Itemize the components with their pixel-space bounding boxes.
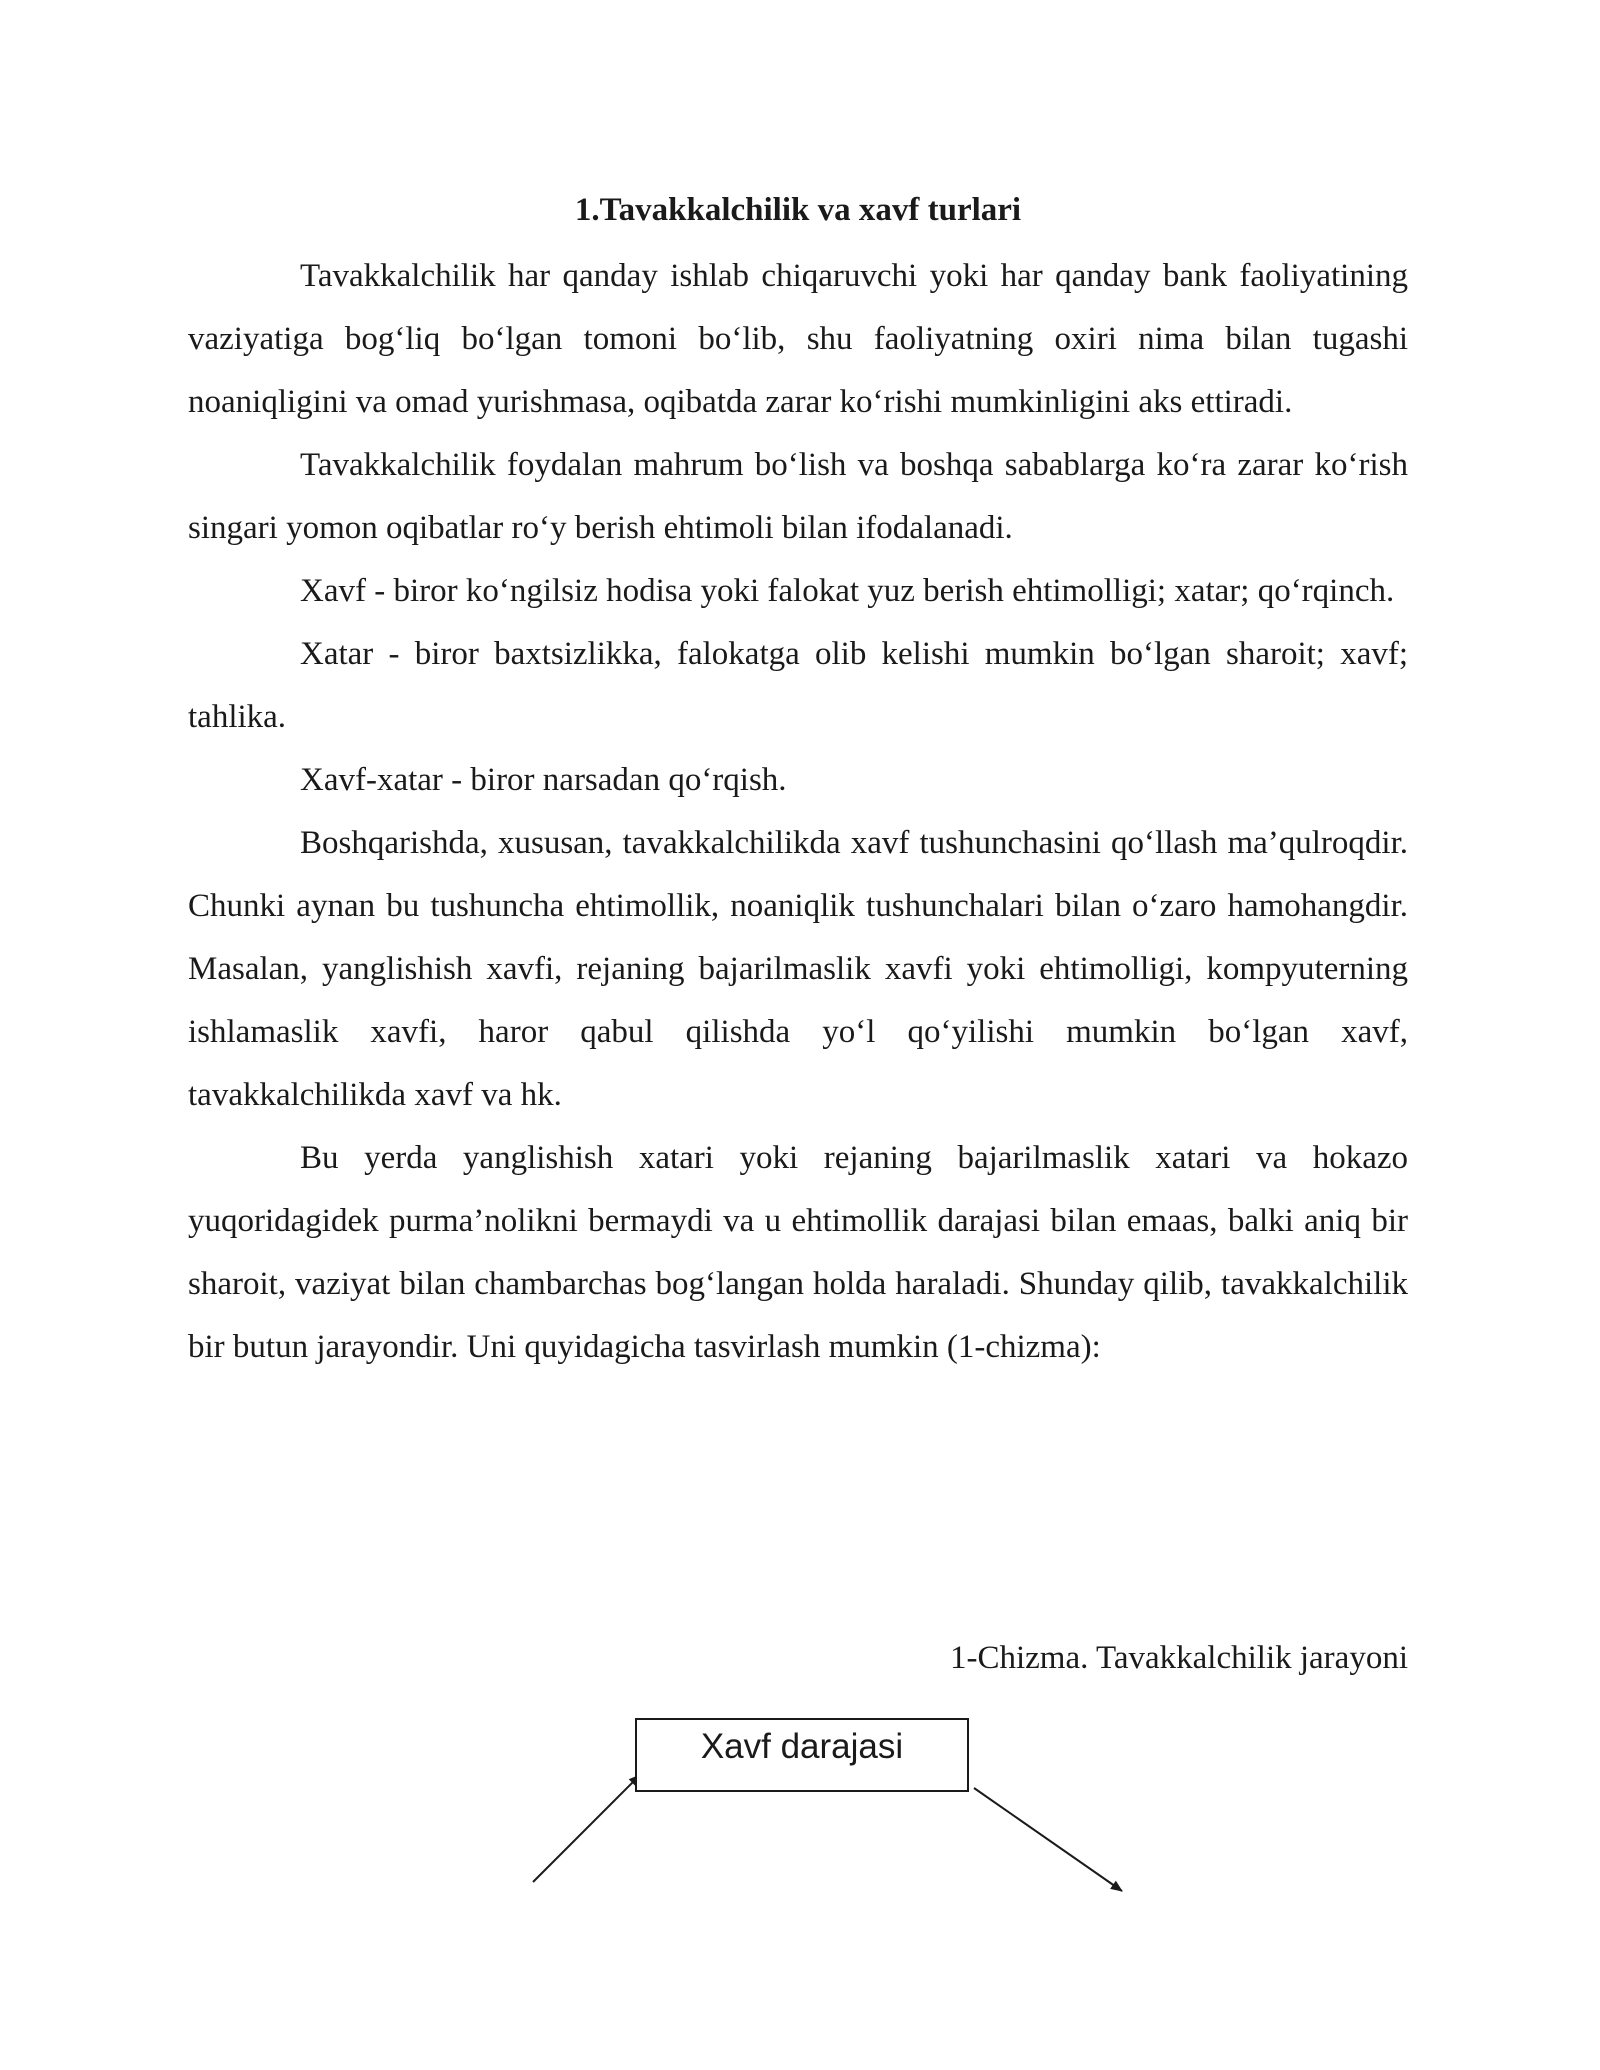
paragraph-2: Tavakkalchilik foydalan mahrum bo‘lish va boshqa sabablarga ko‘ra zarar ko‘rish singari yomon oqibatlar ro‘y berish ehtimoli bilan ifodalanadi. — [188, 447, 1408, 546]
risk-level-box — [635, 1718, 969, 1792]
body-text — [188, 245, 1408, 1379]
paragraph-3: Xavf - biror ko‘ngilsiz hodisa yoki falokat yuz berish ehtimolligi; xatar; qo‘rqinch. — [300, 573, 1395, 609]
outgoing-arrow — [974, 1788, 1122, 1891]
paragraph-4: Xatar - biror baxtsizlikka, falokatga olib kelishi mumkin bo‘lgan sharoit; xavf; tahlika. — [188, 636, 1408, 735]
paragraph-7: Bu yerda yanglishish xatari yoki rejaning bajarilmaslik xatari va hokazo yuqoridagidek purma’nolikni bermaydi va u ehtimollik darajasi bilan emaas, balki aniq bir sharoit, vaziyat bilan chambarchas bog‘langan holda haraladi. Shunday qilib, tavakkalchilik bir butun jarayondir. Uni quyidagicha tasvirlash mumkin (1-chizma): — [188, 1140, 1408, 1365]
risk-level-label: Xavf darajasi — [700, 1727, 904, 1766]
section-heading: 1.Tavakkalchilik va xavf turlari — [574, 192, 1022, 228]
paragraph-1: Tavakkalchilik har qanday ishlab chiqaruvchi yoki har qanday bank faoliyatining vaziyatiga bog‘liq bo‘lgan tomoni bo‘lib, shu faoliyatning oxiri nima bilan tugashi noaniqligini va omad yurishmasa, oqibatda zarar ko‘rishi mumkinligini aks ettiradi. — [188, 258, 1408, 420]
incoming-arrow — [533, 1775, 640, 1882]
figure-caption: 1-Chizma. Tavakkalchilik jarayoni — [949, 1640, 1408, 1676]
paragraph-6: Boshqarishda, xususan, tavakkalchilikda xavf tushunchasini qo‘llash ma’qulroqdir. Chunki aynan bu tushuncha ehtimollik, noaniqlik tushunchalari bilan o‘zaro hamohangdir. Masalan, yanglishish xavfi, rejaning bajarilmaslik xavfi yoki ehtimolligi, kompyuterning ishlamaslik xavfi, haror qabul qilishda yo‘l qo‘yilishi mumkin bo‘lgan xavf, tavakkalchilikda xavf va hk. — [188, 825, 1408, 1113]
paragraph-5: Xavf-xatar - biror narsadan qo‘rqish. — [300, 762, 787, 798]
